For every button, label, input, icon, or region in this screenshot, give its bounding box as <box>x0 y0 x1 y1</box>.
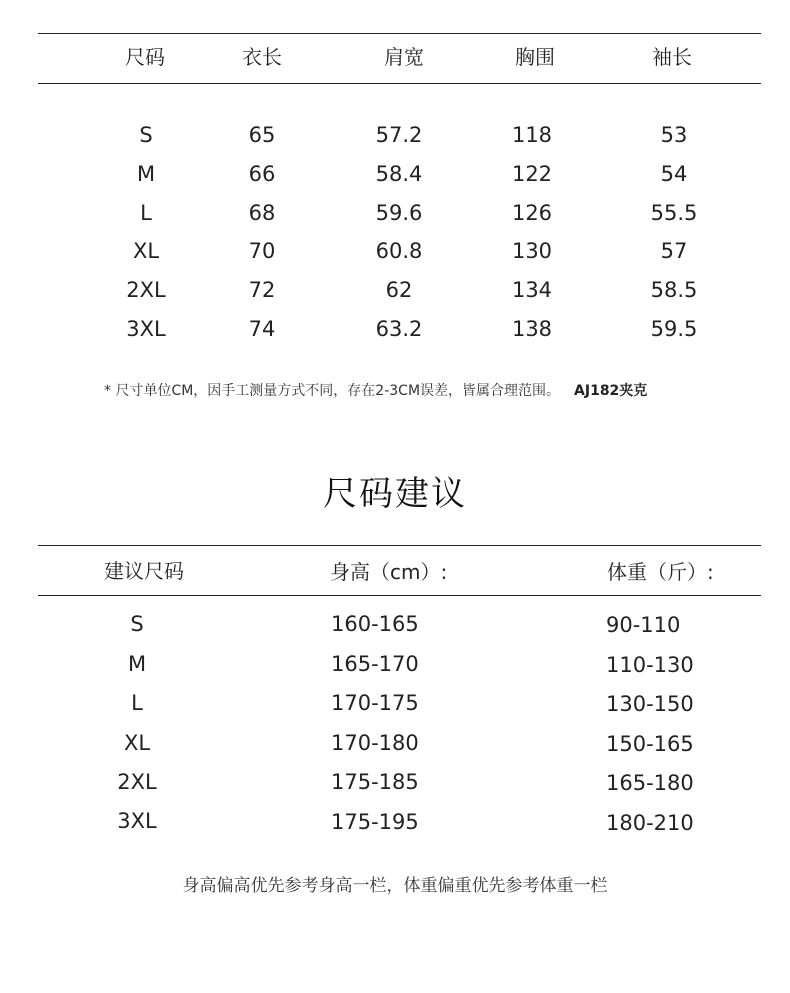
cell-length: 72 <box>248 278 276 302</box>
cell-length: 66 <box>248 162 276 186</box>
cell-weight: 180-210 <box>606 811 694 835</box>
cell-length: 65 <box>248 123 276 147</box>
cell-shoulder: 59.6 <box>375 201 423 225</box>
cell-length: 68 <box>248 201 276 225</box>
cell-chest: 122 <box>511 162 553 186</box>
cell-size: S <box>130 612 144 636</box>
cell-size: 3XL <box>117 809 157 833</box>
cell-shoulder: 63.2 <box>375 317 423 341</box>
recommend-footer-note: 身高偏高优先参考身高一栏，体重偏重优先参考体重一栏 <box>182 876 608 896</box>
cell-height: 170-175 <box>331 691 419 715</box>
cell-height: 165-170 <box>331 652 419 676</box>
cell-height: 170-180 <box>331 731 419 755</box>
cell-chest: 118 <box>511 123 553 147</box>
cell-size: L <box>131 691 143 715</box>
cell-size: 2XL <box>117 770 157 794</box>
cell-chest: 126 <box>511 201 553 225</box>
cell-chest: 138 <box>511 317 553 341</box>
header-sleeve: 袖长 <box>652 45 692 69</box>
cell-shoulder: 57.2 <box>375 123 423 147</box>
cell-weight: 110-130 <box>606 653 694 677</box>
cell-weight: 90-110 <box>606 613 681 637</box>
cell-height: 175-185 <box>331 770 419 794</box>
cell-length: 70 <box>248 239 276 263</box>
header-chest: 胸围 <box>515 45 555 69</box>
recommend-title: 尺码建议 <box>323 474 467 514</box>
cell-sleeve: 57 <box>660 239 688 263</box>
cell-sleeve: 53 <box>660 123 688 147</box>
cell-size: L <box>140 201 152 225</box>
cell-size: 3XL <box>126 317 166 341</box>
size-table-top-rule <box>38 33 761 34</box>
cell-sleeve: 59.5 <box>650 317 698 341</box>
cell-weight: 150-165 <box>606 732 694 756</box>
measurement-note-text: * 尺寸单位CM，因手工测量方式不同，存在2-3CM误差，皆属合理范围。 <box>104 383 561 399</box>
header-weight: 体重（斤）: <box>607 560 714 584</box>
cell-size: XL <box>123 731 151 755</box>
cell-size: M <box>136 162 156 186</box>
cell-size: XL <box>132 239 160 263</box>
header-shoulder: 肩宽 <box>384 45 424 69</box>
header-height: 身高（cm）: <box>330 560 448 584</box>
header-recommended-size: 建议尺码 <box>104 559 184 583</box>
cell-sleeve: 55.5 <box>650 201 698 225</box>
cell-shoulder: 58.4 <box>375 162 423 186</box>
cell-sleeve: 54 <box>660 162 688 186</box>
measurement-note <box>104 380 647 400</box>
header-size: 尺码 <box>125 45 165 69</box>
cell-shoulder: 62 <box>385 278 413 302</box>
cell-weight: 130-150 <box>606 692 694 716</box>
cell-sleeve: 58.5 <box>650 278 698 302</box>
cell-size: 2XL <box>126 278 166 302</box>
cell-chest: 130 <box>511 239 553 263</box>
cell-shoulder: 60.8 <box>375 239 423 263</box>
cell-length: 74 <box>248 317 276 341</box>
cell-height: 175-195 <box>331 810 419 834</box>
size-table-header-rule <box>38 83 761 84</box>
cell-size: S <box>139 123 153 147</box>
recommend-table-top-rule <box>38 545 761 546</box>
product-code: AJ182夹克 <box>574 383 648 399</box>
recommend-table-header-rule <box>38 595 761 596</box>
cell-size: M <box>127 652 147 676</box>
cell-height: 160-165 <box>331 612 419 636</box>
cell-weight: 165-180 <box>606 771 694 795</box>
header-length: 衣长 <box>242 45 282 69</box>
cell-chest: 134 <box>511 278 553 302</box>
